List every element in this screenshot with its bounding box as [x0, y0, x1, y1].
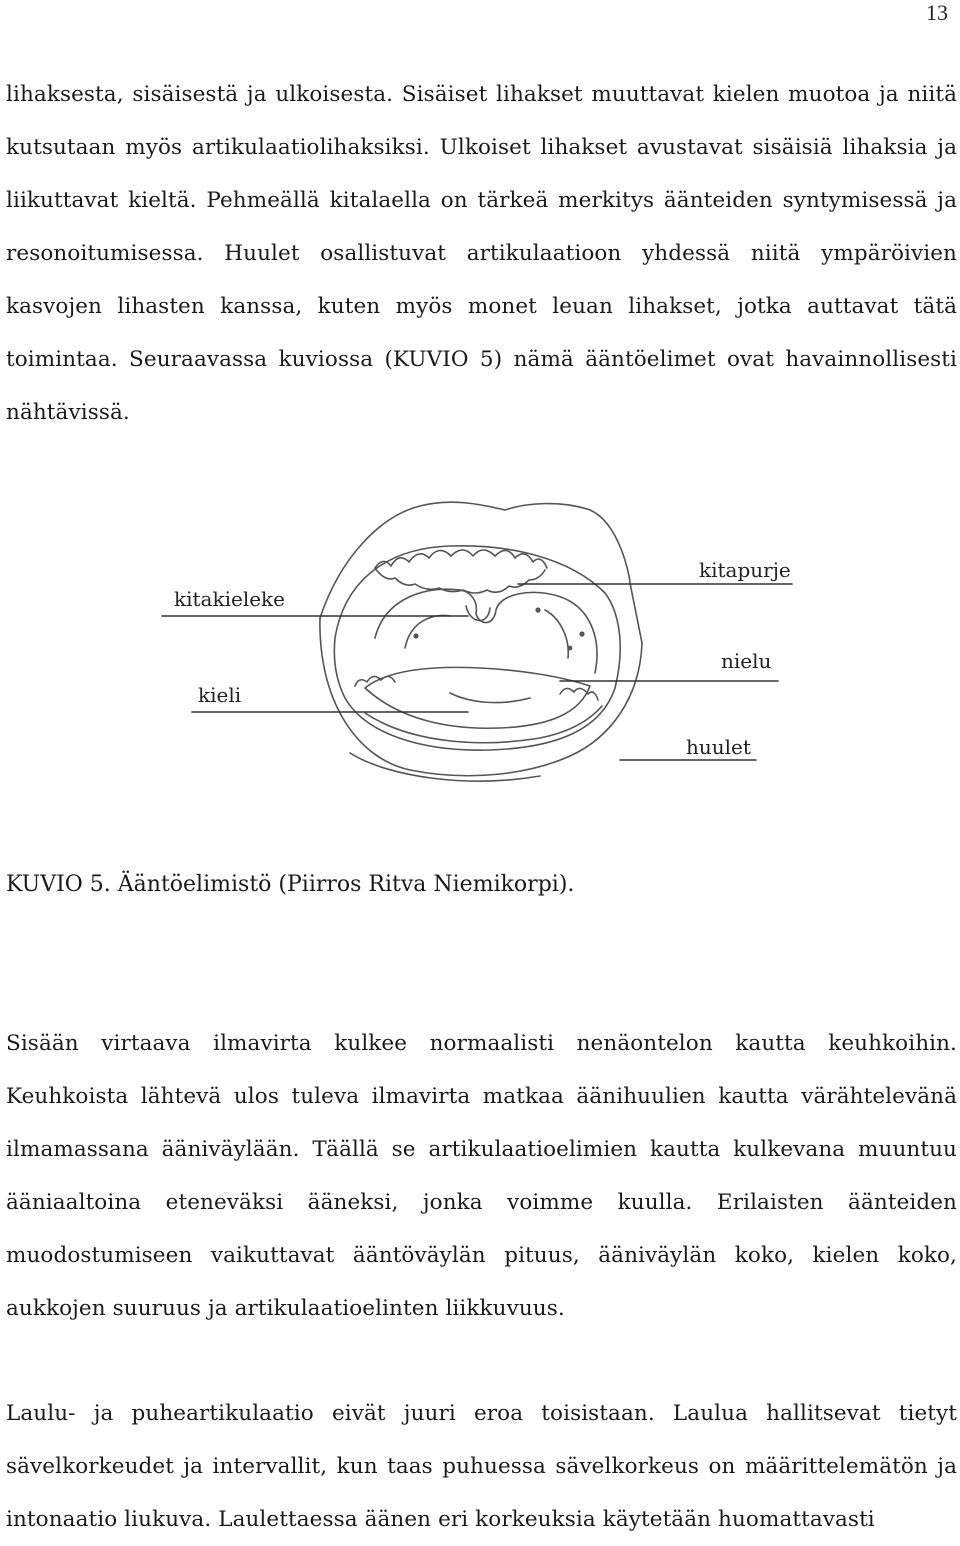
lower-lip-outline [320, 618, 642, 776]
label-kieli: kieli [198, 683, 242, 707]
lower-teeth [355, 676, 602, 742]
page-number: 13 [926, 0, 948, 25]
label-huulet: huulet [686, 735, 751, 759]
label-nielu: nielu [721, 649, 772, 673]
label-kitapurje: kitapurje [699, 558, 791, 582]
paragraph-2: Sisään virtaava ilmavirta kulkee normaalisti nenäontelon kautta keuhkoihin. Keuhkoista lähtevä ulos tuleva ilmavirta matkaa äänihuulien kautta värähtelevänä ilmamassana ääniväylään. Täällä se artikulaatioelimien kautta kulkevana muuntuu ääniaaltoina eteneväksi ääneksi, jonka voimme kuulla. Erilaisten äänteiden muodostumiseen vaikuttavat ääntöväylän pituus, ääniväylän koko, kielen koko, aukkojen suuruus ja artikulaatioelinten liikkuvuus. [6, 1031, 957, 1321]
tongue [365, 667, 590, 728]
upper-teeth [375, 550, 547, 593]
tongue-groove [450, 693, 530, 703]
paragraph-3: Laulu- ja puheartikulaatio eivät juuri eroa toisistaan. Laulua hallitsevat tietyt sävelkorkeudet ja intervallit, kun taas puhuessa sävelkorkeus on määrittelemätön ja intonaatio liukuva. Laulettaessa äänen eri korkeuksia käytetään huomattavasti [6, 1401, 957, 1532]
paragraph-1: lihaksesta, sisäisestä ja ulkoisesta. Sisäiset lihakset muuttavat kielen muotoa ja niitä kutsutaan myös artikulaatiolihaksiksi. Ulkoiset lihakset avustavat sisäisiä lihaksia ja liikuttavat kieltä. Pehmeällä kitalaella on tärkeä merkitys äänteiden syntymisessä ja resonoitumisessa. Huulet osallistuvat artikulaatioon yhdessä niitä ympäröivien kasvojen lihasten kanssa, kuten myös monet leuan lihakset, jotka auttavat tätä toimintaa. Seuraavassa kuviossa (KUVIO 5) nämä ääntöelimet ovat havainnollisesti nähtävissä. [6, 82, 957, 425]
mouth-figure [150, 498, 810, 798]
label-kitakieleke: kitakieleke [174, 587, 286, 611]
figure-caption: KUVIO 5. Ääntöelimistö (Piirros Ritva Niemikorpi). [6, 872, 575, 897]
